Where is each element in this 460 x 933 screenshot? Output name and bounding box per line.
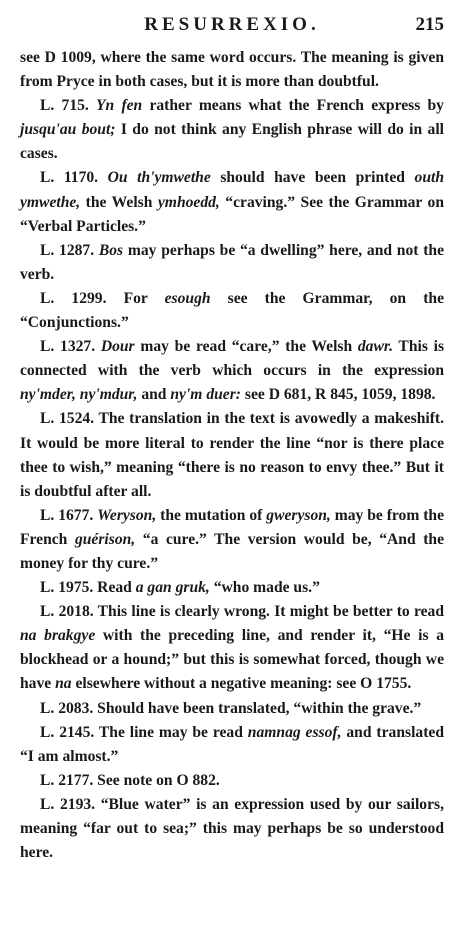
note-paragraph [20, 721, 444, 769]
note-text: “a cure.” The version would be, “And the money for thy cure.” [20, 530, 444, 572]
note-text: L. 1677. [40, 506, 98, 524]
note-text: the mutation of [156, 506, 267, 524]
note-italic-term: outh ymwethe, [20, 169, 444, 211]
book-page [20, 12, 444, 865]
note-paragraph [20, 239, 444, 287]
note-italic-term: ymhoedd, [157, 193, 220, 211]
note-text: L. 2193. “Blue water” is an expression used by our sailors, meaning “far out to sea;” this may perhaps be so understood here. [20, 795, 444, 862]
note-text: “who made us.” [209, 579, 320, 597]
note-italic-term: na brakgye [20, 627, 96, 645]
note-italic-term: esough [164, 289, 211, 307]
note-text: may be read “care,” the Welsh [134, 338, 358, 356]
note-text: and translated “I am almost.” [20, 723, 444, 765]
page-number: 215 [415, 14, 444, 35]
note-paragraph [20, 94, 444, 166]
note-paragraph [20, 769, 444, 793]
note-text: see D 681, R 845, 1059, 1898. [240, 386, 436, 404]
note-text: L. 2145. The line may be read [40, 723, 248, 741]
note-text: L. 1975. Read [40, 579, 136, 597]
note-continuation [20, 46, 444, 94]
note-text: elsewhere without a negative meaning: see O 1755. [71, 675, 412, 693]
note-text: L. 1299. For [40, 289, 165, 307]
note-text: L. 2083. Should have been translated, “within the grave.” [40, 699, 422, 717]
note-italic-term: Yn fen [96, 97, 143, 115]
note-paragraph [20, 600, 444, 696]
note-text: L. 2177. See note on O 882. [40, 771, 220, 789]
note-text: L. 1327. [40, 338, 101, 356]
note-paragraph [20, 576, 444, 600]
note-italic-term: guérison, [74, 530, 136, 548]
note-text: L. 2018. This line is clearly wrong. It might be better to read [40, 603, 444, 621]
note-paragraph [20, 793, 444, 865]
note-italic-term: jusqu'au bout; [20, 121, 116, 139]
note-paragraph [20, 335, 444, 407]
note-text: L. 1524. The translation in the text is avowedly a makeshift. It would be more literal to render the line “nor is there place thee to wish,” meaning “there is no reason to envy thee.” But it is doubtful after all. [20, 410, 444, 500]
note-paragraph [20, 504, 444, 576]
note-text: with the preceding line, and render it, “He is a blockhead or a hound;” but this is somewhat forced, though we have [20, 627, 445, 693]
note-paragraph [20, 287, 444, 335]
note-text: should have been printed [210, 169, 415, 187]
note-paragraph [20, 407, 444, 503]
note-text: and [137, 386, 171, 404]
note-italic-term: Dour [100, 338, 135, 356]
note-italic-term: Bos [98, 241, 124, 259]
note-text: “craving.” See the Grammar on “Verbal Particles.” [20, 193, 444, 235]
note-italic-term: namnag essof, [247, 723, 342, 741]
note-text: L. 1170. [40, 169, 108, 187]
note-italic-term: ny'mder, ny'mdur, [20, 386, 138, 404]
note-text: L. 715. [40, 97, 97, 115]
note-text: rather means what the French express by [142, 97, 444, 115]
note-text: see the Grammar, on the “Conjunctions.” [20, 289, 444, 332]
note-italic-term: gweryson, [266, 506, 331, 524]
note-italic-term: a gan gruk, [135, 579, 210, 597]
note-text: I do not think any English phrase will do in all cases. [20, 121, 444, 163]
note-text: the Welsh [80, 193, 158, 211]
note-italic-term: na [55, 675, 72, 693]
note-text: This is connected with the verb which occurs in the expression [20, 338, 445, 380]
note-italic-term: dawr. [357, 338, 393, 356]
note-paragraph [20, 166, 444, 238]
page-header [20, 12, 444, 40]
running-title: RESURREXIO. [144, 14, 320, 35]
note-italic-term: Weryson, [97, 506, 157, 524]
note-text: may perhaps be “a dwelling” here, and not the verb. [20, 241, 444, 283]
note-italic-term: ny'm duer: [170, 386, 241, 404]
notes-body [20, 46, 444, 865]
note-text: L. 1287. [40, 241, 99, 259]
note-text: may be from the French [20, 506, 445, 548]
note-italic-term: Ou th'ymwethe [107, 169, 211, 187]
note-text: see D 1009, where the same word occurs. The meaning is given from Pryce in both cases, but it is more than doubtful. [20, 49, 444, 91]
note-paragraph [20, 697, 444, 721]
